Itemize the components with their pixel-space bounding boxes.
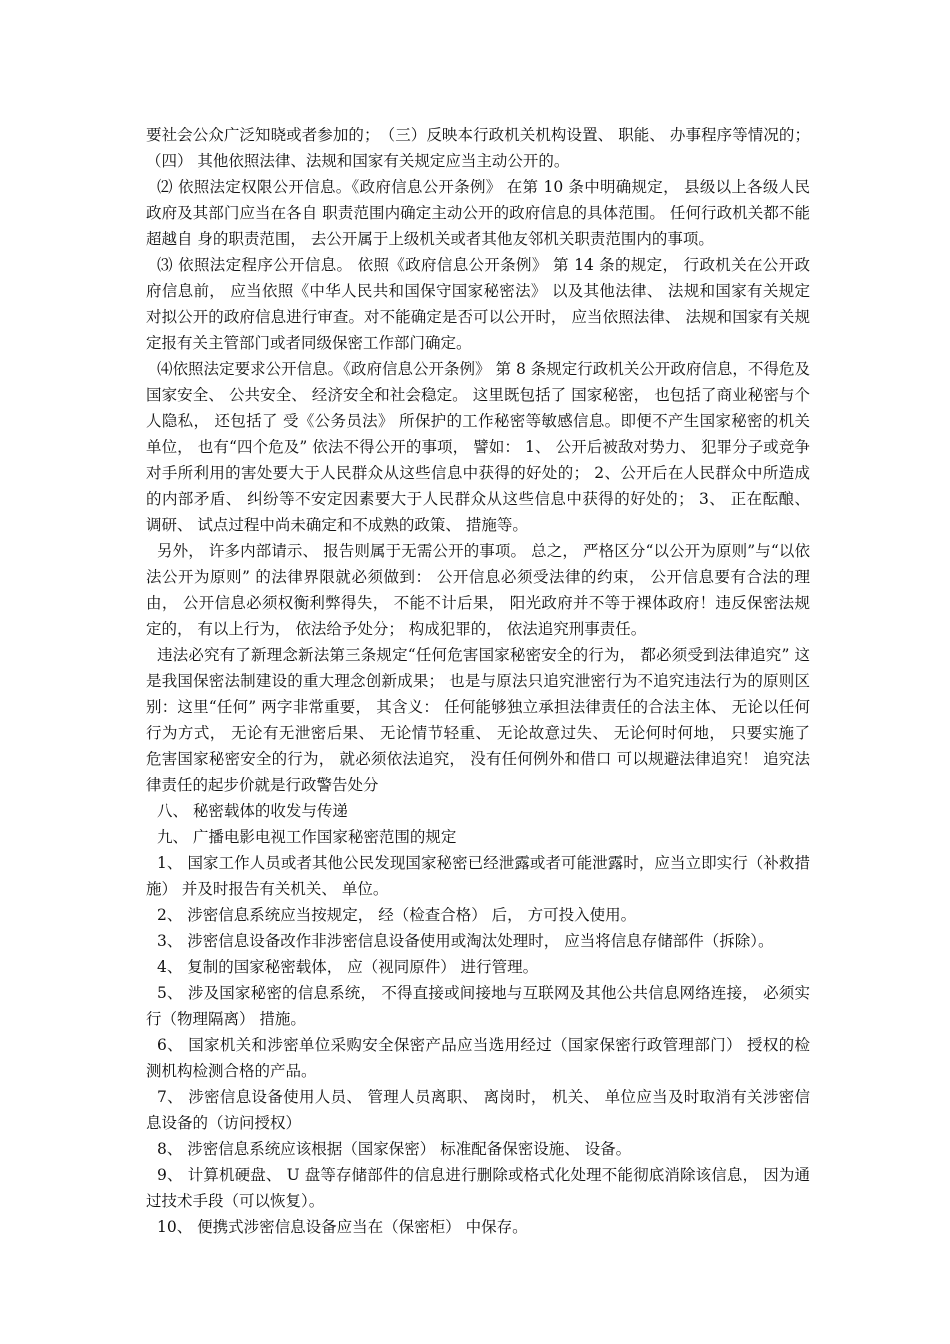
list-item-7: 7、 涉密信息设备使用人员、 管理人员离职、 离岗时， 机关、 单位应当及时取消有关涉密信息设备的（访问授权） [146,1088,810,1132]
document-body [146,122,815,1240]
list-item-4: 4、 复制的国家秘密载体， 应（视同原件） 进行管理。 [157,958,539,976]
paragraph-public-disclosure-scope: 要社会公众广泛知晓或者参加的； （三）反映本行政机关机构设置、 职能、 办事程序等情况的；（四） 其他依照法律、法规和国家有关规定应当主动公开的。 [146,126,810,170]
section-heading-9: 九、 广播电影电视工作国家秘密范围的规定 [157,828,457,846]
paragraph-internal-requests: 另外， 许多内部请示、 报告则属于无需公开的事项。 总之， 严格区分“以公开为原则”与“以依法公开为原则” 的法律界限就必须做到： 公开信息必须受法律的约束， 公开信息要有合法的理由， 公开信息必须权衡利弊得失， 不能不计后果， 阳光政府并不等于裸体政府！违反保密法规定的， 有以上行为， 依法给予处分； 构成犯罪的， 依法追究刑事责任。 [146,542,810,638]
list-item-10: 10、 便携式涉密信息设备应当在（保密柜） 中保存。 [157,1218,528,1236]
list-item-1: 1、 国家工作人员或者其他公民发现国家秘密已经泄露或者可能泄露时，应当立即实行（补救措施） 并及时报告有关机关、 单位。 [146,854,810,898]
section-heading-8: 八、 秘密载体的收发与传递 [157,802,348,820]
list-item-5: 5、 涉及国家秘密的信息系统， 不得直接或间接地与互联网及其他公共信息网络连接， 必须实行（物理隔离） 措施。 [146,984,810,1028]
paragraph-legal-requirements: ⑷依照法定要求公开信息。《政府信息公开条例》 第 8 条规定行政机关公开政府信息，不得危及国家安全、 公共安全、 经济安全和社会稳定。 这里既包括了 国家秘密， 也包括了商业秘密与个人隐私， 还包括了 受《公务员法》 所保护的工作秘密等敏感信息。即便不产生国家秘密的机关单位， 也有“四个危及” 依法不得公开的事项， 譬如： 1、 公开后被敌对势力、 犯罪分子或竞争对手所利用的害处要大于人民群众从这些信息中获得的好处的； 2、公开后在人民群众中所造成的内部矛盾、 纠纷等不安定因素要大于人民群众从这些信息中获得的好处的； 3、 正在酝酿、 调研、 试点过程中尚未确定和不成熟的政策、 措施等。 [146,360,815,534]
list-item-8: 8、 涉密信息系统应该根据（国家保密） 标准配备保密设施、 设备。 [157,1140,632,1158]
paragraph-legal-procedure: ⑶ 依照法定程序公开信息。 依照《政府信息公开条例》 第 14 条的规定， 行政机关在公开政府信息前， 应当依照《中华人民共和国保守国家秘密法》 以及其他法律、 法规和国家有关规定对拟公开的政府信息进行审查。对不能确定是否可以公开时， 应当依照法律、 法规和国家有关规定报有关主管部门或者同级保密工作部门确定。 [146,256,810,352]
paragraph-legal-accountability: 违法必究有了新理念新法第三条规定“任何危害国家秘密安全的行为， 都必须受到法律追究” 这是我国保密法制建设的重大理念创新成果； 也是与原法只追究泄密行为不追究违法行为的原则区别：这里“任何” 两字非常重要， 其含义： 任何能够独立承担法律责任的合法主体、 无论以任何行为方式， 无论有无泄密后果、 无论情节轻重、 无论故意过失、 无论何时何地， 只要实施了 危害国家秘密安全的行为， 就必须依法追究， 没有任何例外和借口 可以规避法律追究！ 追究法律责任的起步价就是行政警告处分 [146,646,815,794]
paragraph-legal-authority: ⑵ 依照法定权限公开信息。《政府信息公开条例》 在第 10 条中明确规定， 县级以上各级人民政府及其部门应当在各自 职责范围内确定主动公开的政府信息的具体范围。 任何行政机关都不能超越自 身的职责范围， 去公开属于上级机关或者其他友邻机关职责范围内的事项。 [146,178,810,248]
list-item-3: 3、 涉密信息设备改作非涉密信息设备使用或淘汰处理时， 应当将信息存储部件（拆除）。 [157,932,774,950]
list-item-2: 2、 涉密信息系统应当按规定， 经（检查合格） 后， 方可投入使用。 [157,906,637,924]
list-item-9: 9、 计算机硬盘、 U 盘等存储部件的信息进行删除或格式化处理不能彻底消除该信息， 因为通过技术手段（可以恢复）。 [146,1166,810,1210]
list-item-6: 6、 国家机关和涉密单位采购安全保密产品应当选用经过（国家保密行政管理部门） 授权的检测机构检测合格的产品。 [146,1036,810,1080]
